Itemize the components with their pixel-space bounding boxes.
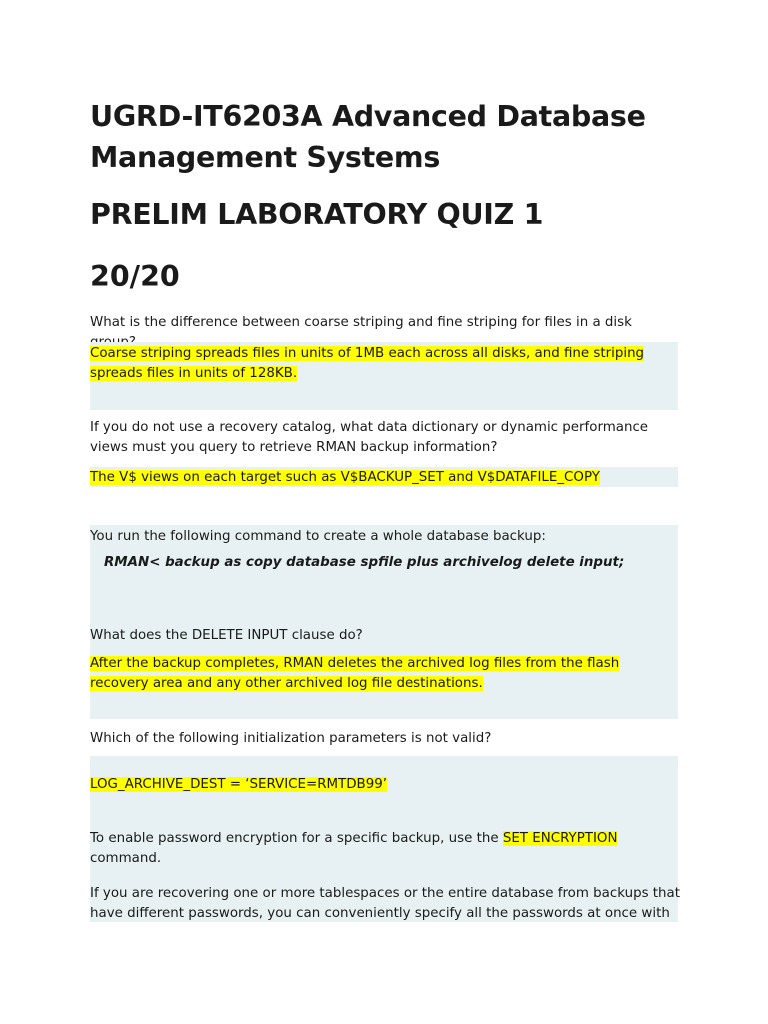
rman-command: RMAN< backup as copy database spfile plus archivelog delete input; xyxy=(104,555,625,570)
answer-1-text: Coarse striping spreads files in units of 1MB each across all disks, and fine striping spreads files in units of 128KB. xyxy=(90,346,645,381)
question-2: If you do not use a recovery catalog, what data dictionary or dynamic performance views must you query to retrieve RMAN backup information? xyxy=(90,420,649,455)
document-title: UGRD-IT6203A Advanced Database Management Systems xyxy=(90,100,646,174)
question-4: Which of the following initialization parameters is not valid? xyxy=(90,731,492,746)
question-5-before: To enable password encryption for a specific backup, use the xyxy=(90,831,503,846)
question-6: If you are recovering one or more tablespaces or the entire database from backups that have different passwords, you can conveniently specify all the passwords at once with xyxy=(90,886,680,921)
question-3-intro: You run the following command to create a whole database backup: xyxy=(90,529,546,544)
question-5 xyxy=(90,829,680,869)
answer-2 xyxy=(90,468,676,488)
answer-4 xyxy=(90,775,676,795)
answer-1 xyxy=(90,344,676,384)
answer-3 xyxy=(90,654,676,694)
answer-4-text: LOG_ARCHIVE_DEST = ‘SERVICE=RMTDB99’ xyxy=(90,777,388,792)
answer-2-text: The V$ views on each target such as V$BACKUP_SET and V$DATAFILE_COPY xyxy=(90,470,600,485)
quiz-title: PRELIM LABORATORY QUIZ 1 xyxy=(90,198,544,231)
answer-5-text: SET ENCRYPTION xyxy=(502,831,618,846)
answer-3-text: After the backup completes, RMAN deletes the archived log files from the flash recovery area and any other archived log file destinations. xyxy=(90,656,620,691)
question-1: What is the difference between coarse striping and fine striping for files in a disk xyxy=(90,315,632,330)
question-3: What does the DELETE INPUT clause do? xyxy=(90,628,363,643)
quiz-score: 20/20 xyxy=(90,260,180,293)
question-5-after: command. xyxy=(90,851,162,866)
